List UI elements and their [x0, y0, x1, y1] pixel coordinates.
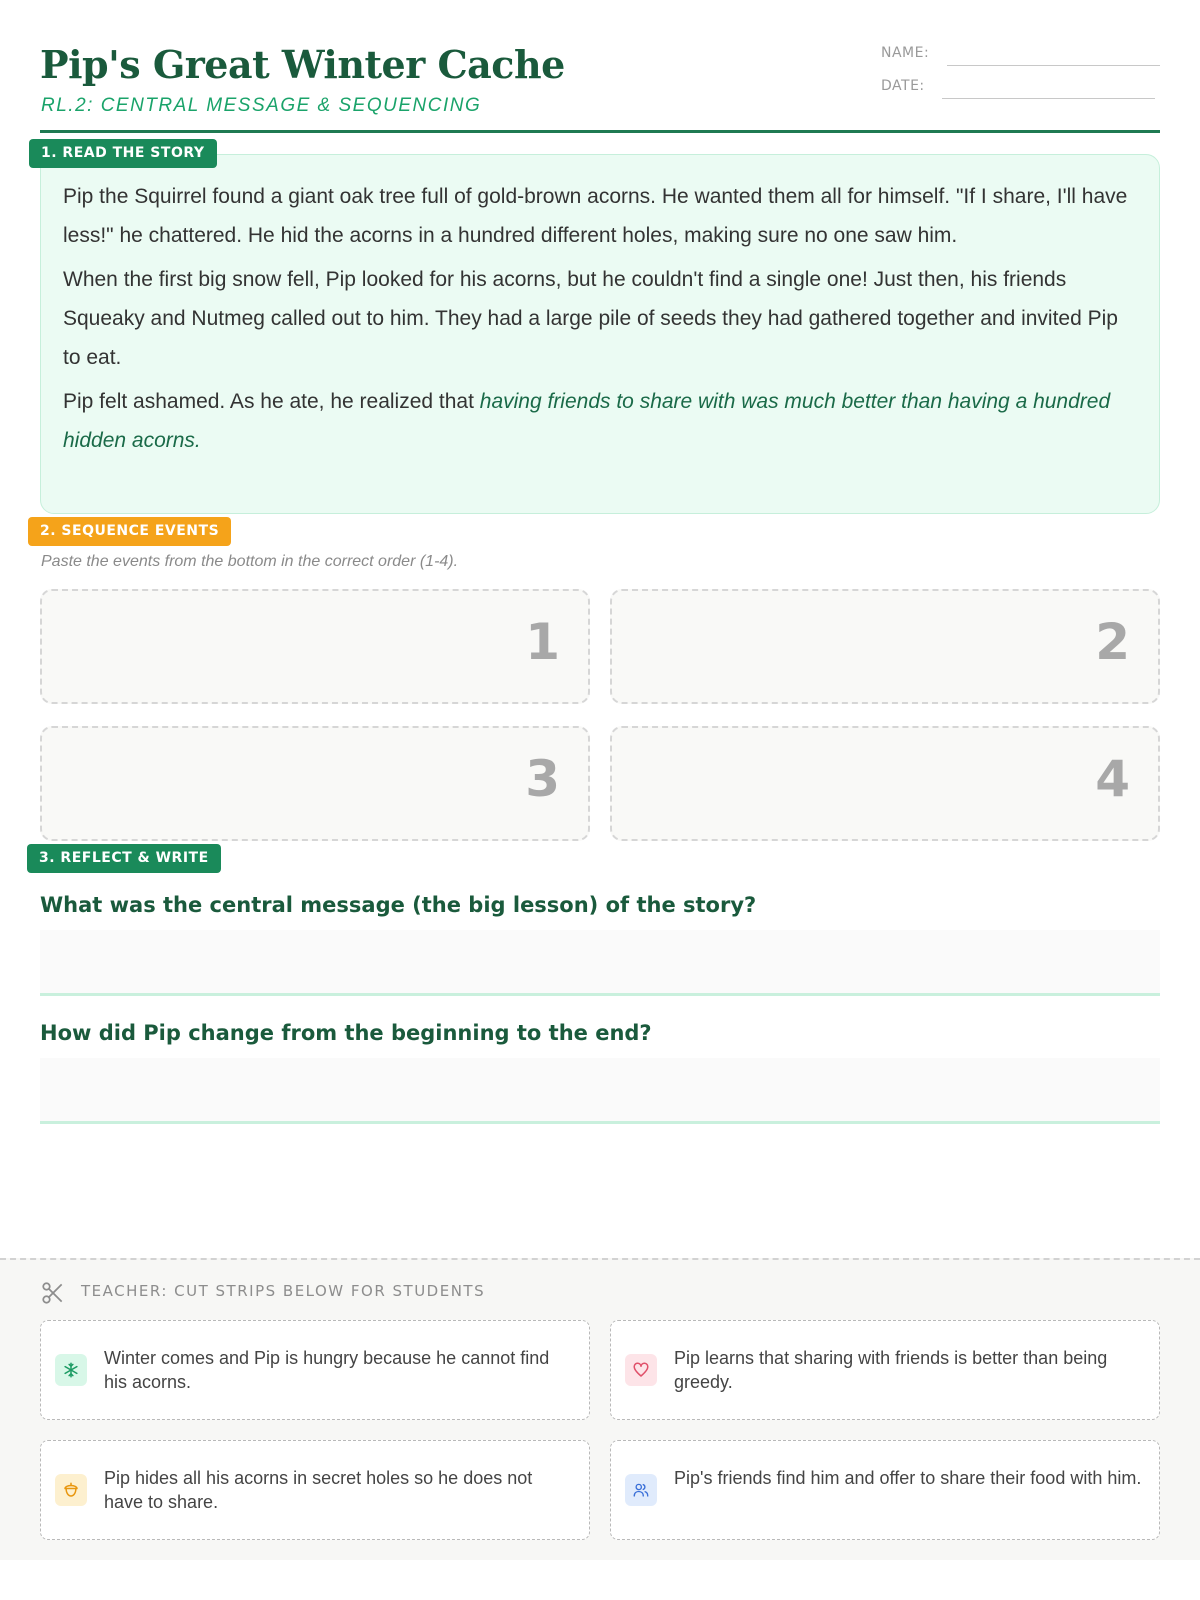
section-tag-sequence: 2. SEQUENCE EVENTS — [28, 517, 231, 546]
event-strip-text: Pip hides all his acorns in secret holes so he does not have to share. — [104, 1468, 533, 1512]
section-tag-reflect: 3. REFLECT & WRITE — [27, 844, 221, 873]
sequence-instruction: Paste the events from the bottom in the correct order (1-4). — [41, 553, 459, 570]
answer-field-1[interactable] — [40, 930, 1160, 996]
sequence-number: 4 — [1095, 750, 1130, 808]
question-1: What was the central message (the big lesson) of the story? — [40, 893, 757, 917]
section-tag-read: 1. READ THE STORY — [29, 139, 217, 168]
story-box — [40, 154, 1160, 514]
event-strip-text: Winter comes and Pip is hungry because he cannot find his acorns. — [104, 1348, 550, 1392]
sequence-box-4[interactable] — [610, 726, 1160, 841]
story-paragraph-3-text: Pip felt ashamed. As he ate, he realized that — [63, 390, 480, 413]
acorn-icon — [55, 1474, 87, 1506]
sequence-box-2[interactable] — [610, 589, 1160, 704]
story-paragraph-2: When the first big snow fell, Pip looked for his acorns, but he couldn't find a single one! Just then, his friends Squeaky and Nutmeg called out to him. They had a large pile of seeds they had gathered together and invited Pip to eat. — [63, 268, 1118, 369]
event-strip[interactable] — [610, 1320, 1160, 1420]
event-strip[interactable] — [610, 1440, 1160, 1540]
snowflake-icon — [55, 1354, 87, 1386]
date-field[interactable] — [942, 98, 1155, 99]
question-2: How did Pip change from the beginning to the end? — [40, 1021, 652, 1045]
sequence-number: 3 — [525, 750, 560, 808]
scissors-icon — [40, 1280, 66, 1306]
event-strip-text: Pip's friends find him and offer to share their food with him. — [674, 1468, 1142, 1488]
story-lesson-emphasis: having friends to share with was much better than having a hundred hidden acorns. — [63, 390, 1111, 452]
sequence-box-3[interactable] — [40, 726, 590, 841]
page-title: Pip's Great Winter Cache — [40, 42, 565, 87]
name-field[interactable] — [947, 65, 1160, 66]
date-label: DATE: — [881, 78, 925, 94]
sequence-number: 1 — [525, 613, 560, 671]
event-strip[interactable] — [40, 1440, 590, 1540]
name-label: NAME: — [881, 45, 930, 61]
cut-instruction-label: TEACHER: CUT STRIPS BELOW FOR STUDENTS — [81, 1282, 486, 1300]
header-divider — [40, 130, 1160, 133]
sequence-number: 2 — [1095, 613, 1130, 671]
heart-icon — [625, 1354, 657, 1386]
answer-field-2[interactable] — [40, 1058, 1160, 1124]
event-strip[interactable] — [40, 1320, 590, 1420]
friends-icon — [625, 1474, 657, 1506]
event-strip-text: Pip learns that sharing with friends is better than being greedy. — [674, 1348, 1108, 1392]
story-paragraph-1: Pip the Squirrel found a giant oak tree full of gold-brown acorns. He wanted them all for himself. "If I share, I'll have less!" he chattered. He hid the acorns in a hundred different holes, making sure no one saw him. — [63, 185, 1128, 247]
sequence-box-1[interactable] — [40, 589, 590, 704]
page-subtitle: RL.2: CENTRAL MESSAGE & SEQUENCING — [41, 95, 482, 116]
story-paragraph-3 — [63, 382, 1137, 460]
